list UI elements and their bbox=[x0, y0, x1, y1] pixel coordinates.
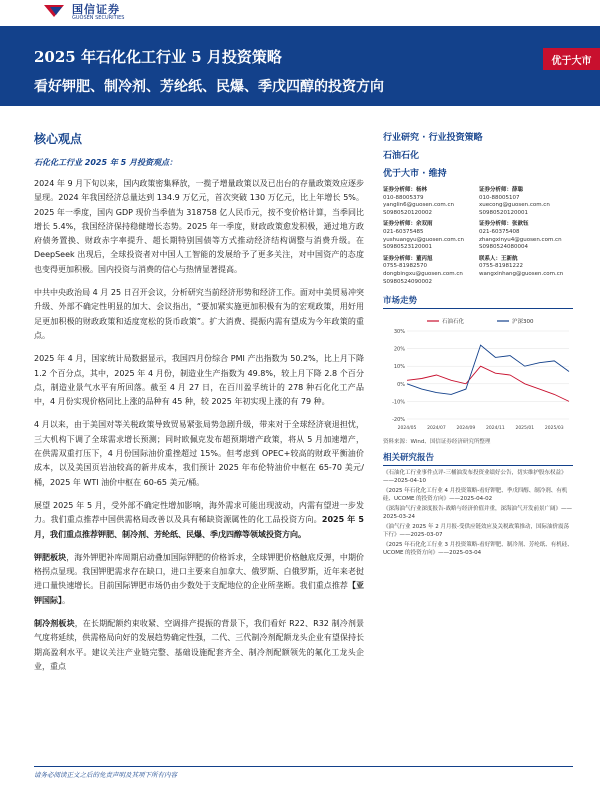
x-tick-label: 2024/05 bbox=[397, 426, 417, 432]
sidebar-column bbox=[383, 130, 573, 560]
title-banner bbox=[0, 26, 600, 106]
analyst-list bbox=[383, 187, 573, 286]
paragraph bbox=[34, 499, 364, 542]
analyst-card: 联系人：王新航 0755-81981222 wangxinhang@guosen.com.cn bbox=[479, 255, 564, 277]
legend-label: 沪深300 bbox=[512, 319, 534, 326]
market-trend-title: 市场走势 bbox=[383, 294, 573, 309]
y-tick-label: 20% bbox=[393, 346, 405, 353]
chart-source: 资料来源：Wind、国信证券经济研究所整理 bbox=[383, 439, 491, 446]
y-tick-label: 30% bbox=[393, 329, 405, 336]
related-report[interactable]: 《2025 年石化化工行业 3 月投资策略-看好钾肥、制冷剂、芳纶纸、有机硅、UCOME 的投资方向》——2025-03-04 bbox=[383, 542, 573, 556]
paragraph-potash bbox=[34, 551, 364, 608]
footer-divider bbox=[34, 766, 573, 767]
x-tick-label: 2025/03 bbox=[544, 426, 564, 432]
trend-chart-svg bbox=[383, 313, 573, 433]
report-subtitle: 看好钾肥、制冷剂、芳纶纸、民爆、季戊四醇的投资方向 bbox=[34, 79, 384, 95]
y-tick-label: -10% bbox=[392, 399, 405, 406]
paragraph: 4 月以来，由于美国对等关税政策导致贸易紧张局势急剧升级，带来对于全球经济衰退担忧，三大机构下调了全球需求增长预测；同时欧佩克发布超预期增产政策，将从 5 月加速增产，在供需双重打压下，4 月份国际油价重挫超过 15%。但考虑到 OPEC+较高的财政平衡油价成本，以及美国页岩油较高的新井成本，我们预计 2025 年布伦特油价中枢在 65-70 美元/桶，2025 年 WTI 油价中枢在 60-65 美元/桶。 bbox=[34, 420, 364, 487]
paragraph-lead: 制冷剂板块 bbox=[34, 619, 75, 629]
paragraph-lead: 钾肥板块 bbox=[34, 552, 67, 562]
industry-rating: 优于大市 · 维持 bbox=[383, 169, 447, 179]
company-logo bbox=[44, 0, 124, 24]
x-tick-label: 2025/01 bbox=[515, 426, 535, 432]
analyst-card: 证券分析师：余双雨 021-60375485 yushuangyu@guosen.com.cn S0980523120001 bbox=[383, 221, 464, 251]
legend-label: 石油石化 bbox=[442, 319, 465, 326]
logo-strip bbox=[0, 0, 600, 26]
doc-subtitle: 石化化工行业 2025 年 5 月投资观点： bbox=[34, 158, 177, 167]
analyst-card: 证券分析师：杨林 010-88005379 yanglin6@guosen.com.cn S0980520120002 bbox=[383, 187, 454, 216]
related-report[interactable]: 《油气行业 2025 年 2 月月报-受供应链效应及关税政策推动，国际油价震荡下行》——2025-03-07 bbox=[383, 524, 569, 538]
report-type: 行业研究 · 行业投资策略 bbox=[383, 133, 483, 143]
related-report[interactable]: 《石油化工行业事件点评-三桶油发布投资业绩好公告，切实维护股东权益》——2025-04-10 bbox=[383, 470, 567, 484]
paragraph: 中共中央政治局 4 月 25 日召开会议，分析研究当前经济形势和经济工作。面对中美贸易冲突升级、外部不确定性明显的加大、会议指出，“要加紧实施更加积极有为的宏观政策，用好用足更加积极的财政政策和适度宽松的货币政策”。扩大消费、提振内需有望成为今年政策的重点。 bbox=[34, 288, 364, 340]
paragraph: 2025 年 4 月，国家统计局数据显示，我国四月份综合 PMI 产出指数为 50.2%，比上月下降 1.2 个百分点，其中，2025 年 4 月份，制造业生产指数为 49.8%，较上月下降 2.8 个百分点，制造业景气水平有所回落。截至 4 月 27 日，在百川盈孚统计的 278 种石化化工产品中，4 月份实现价格同比上涨的品种有 45 种，较 2025 年初实现上涨的有 79 种。 bbox=[34, 354, 364, 407]
logo-en: GUOSEN SECURITIES bbox=[72, 14, 125, 21]
paragraph-refrigerant bbox=[34, 617, 364, 674]
logo-cn: 国信证券 bbox=[72, 2, 120, 16]
core-views-column bbox=[34, 130, 364, 683]
logo-mark-icon bbox=[44, 5, 66, 19]
paragraph: 2024 年 9 月下旬以来，国内政策密集释放，一揽子增量政策以及已出台的存量政策效应逐步显现。2024 年我国经济总量达到 134.9 万亿元，首次突破 130 万亿元，比上年增长 5%。2025 年一季度，国内 GDP 现价当季值为 318758 亿人民币元，按不变价格计算，当季同比增长 5.4%，我国经济保持稳健增长态势。2025 年一季度，财政政策愈发积极，通过地方政府债务置换、财政赤字率提升、超长期特别国债等方式推动经济结构调整与消费升级。在 DeepSeek 出现后，全球投资者对中国人工智能的发展给予了更多关注，对中国资产的态度也变得更加积极。国内投资与消费的信心与热情显著提高。 bbox=[34, 179, 364, 274]
y-tick-label: -20% bbox=[392, 417, 405, 424]
analyst-card: 证券分析师：薛聪 010-88005107 xuecong@guosen.com.cn S0980520120001 bbox=[479, 187, 550, 216]
related-report[interactable]: 《2025 年石化化工行业 4 月投资策略-看好钾肥、季戊四醇、制冷剂、有机硅、UCOME 的投资方向》——2025-04-02 bbox=[383, 488, 568, 502]
paragraph-text: ，在长期配额约束收紧、空调排产提振的背景下，我们看好 R22、R32 制冷剂景气度将延续，供需格局向好的发展趋势确定性强，二代、三代制冷剂配额龙头企业有望保持长期高盈利水平。建议关注产业链完整、基础设施配套齐全、制冷剂配额领先的氟化工龙头企业，重点 bbox=[34, 619, 364, 671]
y-tick-label: 0% bbox=[397, 381, 405, 388]
paragraph-bold: 2025 年 5 月，我们重点推荐钾肥、制冷剂、芳纶纸、民爆、季戊四醇等领域投资方向。 bbox=[34, 515, 365, 539]
x-tick-label: 2024/07 bbox=[427, 426, 446, 432]
stock-link[interactable]: 【亚钾国际】 bbox=[34, 581, 365, 605]
analyst-card: 证券分析师：董丙旭 0755-81982570 dongbingxu@guosen.com.cn S0980524090002 bbox=[383, 255, 463, 285]
report-title: 2025 年石化化工行业 5 月投资策略 bbox=[34, 48, 282, 66]
paragraph-text: ，海外钾肥补库周期启动叠加国际钾肥的价格诉求，全球钾肥价格触底反弹，中期价格拐点显现。我国钾肥需求存在缺口，进口主要来自加拿大、俄罗斯、白俄罗斯，近年来老挝进口量快速增长。目前国际钾肥市场仍由少数处于支配地位的企业所垄断。我们重点推荐 bbox=[34, 552, 364, 591]
footer-disclaimer: 请务必阅读正文之后的免责声明及其项下所有内容 bbox=[34, 771, 177, 779]
x-tick-label: 2024/11 bbox=[486, 426, 505, 432]
market-trend-chart bbox=[383, 313, 573, 433]
x-tick-label: 2024/09 bbox=[456, 426, 476, 432]
paragraph-text: 。 bbox=[62, 595, 70, 605]
analyst-card: 证券分析师：张歆钰 021-60375408 zhangxinyu4@guosen.com.cn S0980524080004 bbox=[479, 221, 562, 251]
rating-badge: 优于大市 bbox=[543, 48, 600, 70]
section-title: 核心观点 bbox=[34, 132, 83, 146]
y-tick-label: 10% bbox=[393, 364, 405, 371]
industry-name: 石油石化 bbox=[383, 151, 420, 161]
related-report[interactable]: 《深海油气行业深度报告-战略与经济价值并重，深海油气开发前景广阔》——2025-03-24 bbox=[383, 506, 572, 520]
paragraph-text: 展望 2025 年 5 月，受外部不确定性增加影响，海外需求可能出现波动，内需有望进一步发力。我们重点推荐中国供需格局改善以及具有稀缺资源属性的化工品投资方向。 bbox=[34, 500, 364, 525]
related-reports-title: 相关研究报告 bbox=[383, 451, 573, 466]
